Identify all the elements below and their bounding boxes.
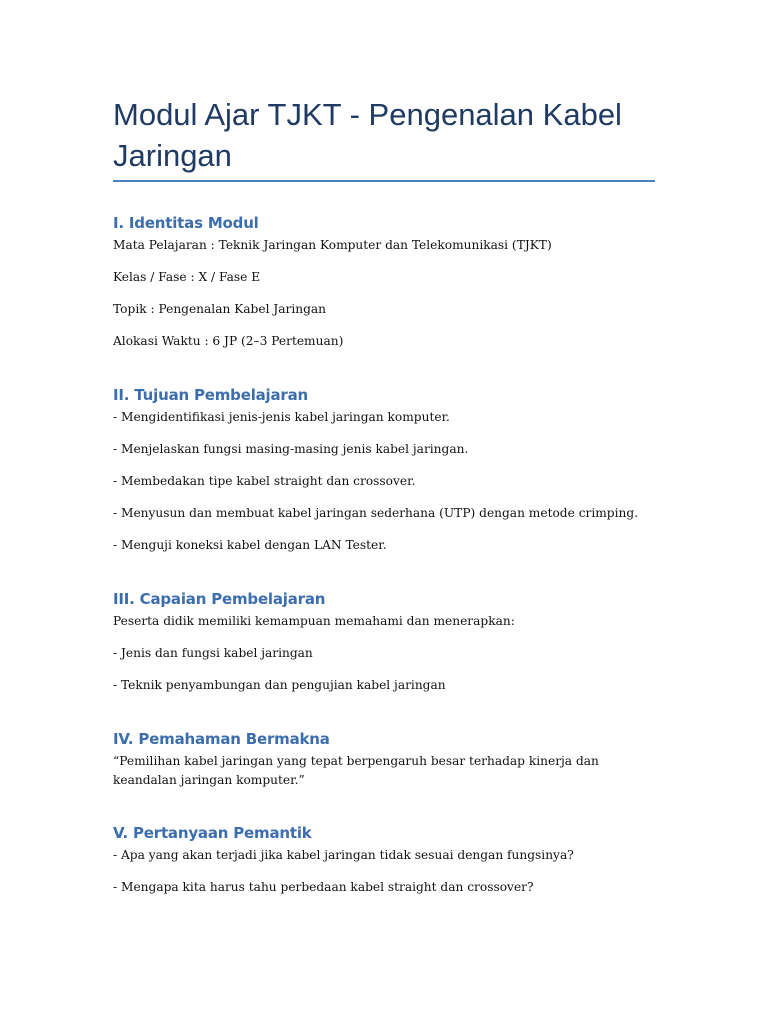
section-tujuan-pembelajaran [113, 385, 655, 555]
section-line: Peserta didik memiliki kemampuan memahami dan menerapkan: [113, 614, 515, 628]
section-line: - Teknik penyambungan dan pengujian kabel jaringan [113, 678, 446, 692]
section-pemahaman-bermakna [113, 729, 655, 790]
section-line: Alokasi Waktu : 6 JP (2–3 Pertemuan) [113, 334, 344, 348]
section-line: “Pemilihan kabel jaringan yang tepat berpengaruh besar terhadap kinerja dan keandalan jaringan komputer.” [113, 754, 599, 787]
section-heading: III. Capaian Pembelajaran [113, 590, 326, 608]
section-line: - Menguji koneksi kabel dengan LAN Tester. [113, 538, 387, 552]
section-line: - Menjelaskan fungsi masing-masing jenis kabel jaringan. [113, 442, 469, 456]
section-heading: IV. Pemahaman Bermakna [113, 730, 330, 748]
title-underline [113, 180, 655, 182]
section-identitas-modul [113, 213, 655, 351]
section-line: Kelas / Fase : X / Fase E [113, 270, 261, 284]
document-title: Modul Ajar TJKT - Pengenalan Kabel Jaringan [113, 97, 622, 173]
section-line: - Mengapa kita harus tahu perbedaan kabel straight dan crossover? [113, 880, 534, 894]
section-heading: I. Identitas Modul [113, 214, 259, 232]
section-line: Topik : Pengenalan Kabel Jaringan [113, 302, 326, 316]
section-line: - Menyusun dan membuat kabel jaringan sederhana (UTP) dengan metode crimping. [113, 506, 639, 520]
section-line: Mata Pelajaran : Teknik Jaringan Komputer dan Telekomunikasi (TJKT) [113, 238, 552, 252]
section-line: - Apa yang akan terjadi jika kabel jaringan tidak sesuai dengan fungsinya? [113, 848, 574, 862]
section-heading: V. Pertanyaan Pemantik [113, 824, 312, 842]
section-line: - Membedakan tipe kabel straight dan crossover. [113, 474, 416, 488]
section-pertanyaan-pemantik [113, 823, 655, 897]
section-capaian-pembelajaran [113, 589, 655, 695]
section-line: - Mengidentifikasi jenis-jenis kabel jaringan komputer. [113, 410, 450, 424]
section-line: - Jenis dan fungsi kabel jaringan [113, 646, 313, 660]
section-heading: II. Tujuan Pembelajaran [113, 386, 309, 404]
